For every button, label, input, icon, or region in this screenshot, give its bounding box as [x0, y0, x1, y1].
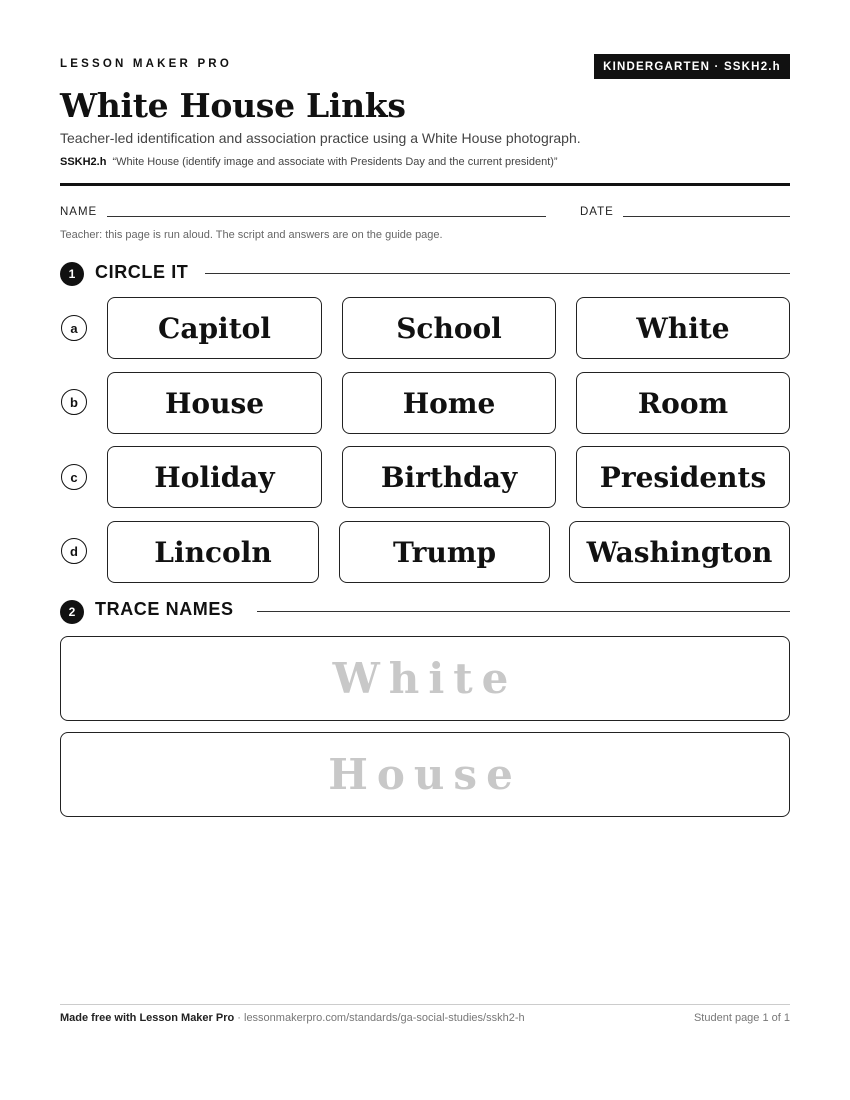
footer-page-number: Student page 1 of 1	[693, 1012, 790, 1024]
name-field[interactable]	[107, 216, 546, 217]
word-option-room[interactable]: Room	[576, 372, 790, 434]
word-option-home[interactable]: Home	[342, 372, 556, 434]
word-option-school[interactable]: School	[342, 297, 556, 359]
section-2-rule	[257, 611, 790, 612]
trace-word-white: White	[332, 654, 518, 703]
date-label: DATE	[580, 206, 614, 218]
footer-separator: ·	[234, 1012, 244, 1024]
word-option-trump[interactable]: Trump	[339, 521, 550, 583]
date-field[interactable]	[623, 216, 790, 217]
teacher-note: Teacher: this page is run aloud. The script and answers are on the guide page.	[60, 229, 443, 241]
word-option-presidents[interactable]: Presidents	[576, 446, 790, 508]
section-1-rule	[205, 273, 790, 274]
footer-made-with: Made free with Lesson Maker Pro	[60, 1012, 235, 1024]
section-2-number: 2	[60, 600, 84, 624]
word-option-washington[interactable]: Washington	[569, 521, 790, 583]
page-title: White House Links	[60, 86, 406, 125]
standard-description: “White House (identify image and associate with Presidents Day and the current president)”	[112, 156, 558, 168]
word-option-white[interactable]: White	[576, 297, 790, 359]
brand-name: LESSON MAKER PRO	[60, 58, 232, 70]
trace-box-house[interactable]	[60, 732, 790, 817]
footer-url-link[interactable]: lessonmakerpro.com/standards/ga-social-studies/sskh2-h	[244, 1012, 525, 1024]
standard-line	[60, 156, 558, 168]
row-letter-a: a	[61, 315, 87, 341]
grade-standard-badge: KINDERGARTEN · SSKH2.h	[594, 54, 790, 79]
row-letter-d: d	[61, 538, 87, 564]
footer-credit	[60, 1012, 525, 1024]
section-1-title: CIRCLE IT	[95, 262, 189, 282]
section-2-title: TRACE NAMES	[95, 599, 234, 619]
standard-code: SSKH2.h	[60, 156, 107, 168]
word-option-house[interactable]: House	[107, 372, 322, 434]
section-1-number: 1	[60, 262, 84, 286]
word-option-lincoln[interactable]: Lincoln	[107, 521, 319, 583]
footer-divider	[60, 1004, 790, 1005]
word-option-birthday[interactable]: Birthday	[342, 446, 556, 508]
header-divider	[60, 183, 790, 186]
page-subtitle: Teacher-led identification and association practice using a White House photograph.	[60, 130, 581, 146]
trace-word-house: House	[328, 750, 522, 799]
row-letter-c: c	[61, 464, 87, 490]
word-option-capitol[interactable]: Capitol	[107, 297, 322, 359]
row-letter-b: b	[61, 389, 87, 415]
name-label: NAME	[60, 206, 98, 218]
trace-box-white[interactable]	[60, 636, 790, 721]
word-option-holiday[interactable]: Holiday	[107, 446, 322, 508]
